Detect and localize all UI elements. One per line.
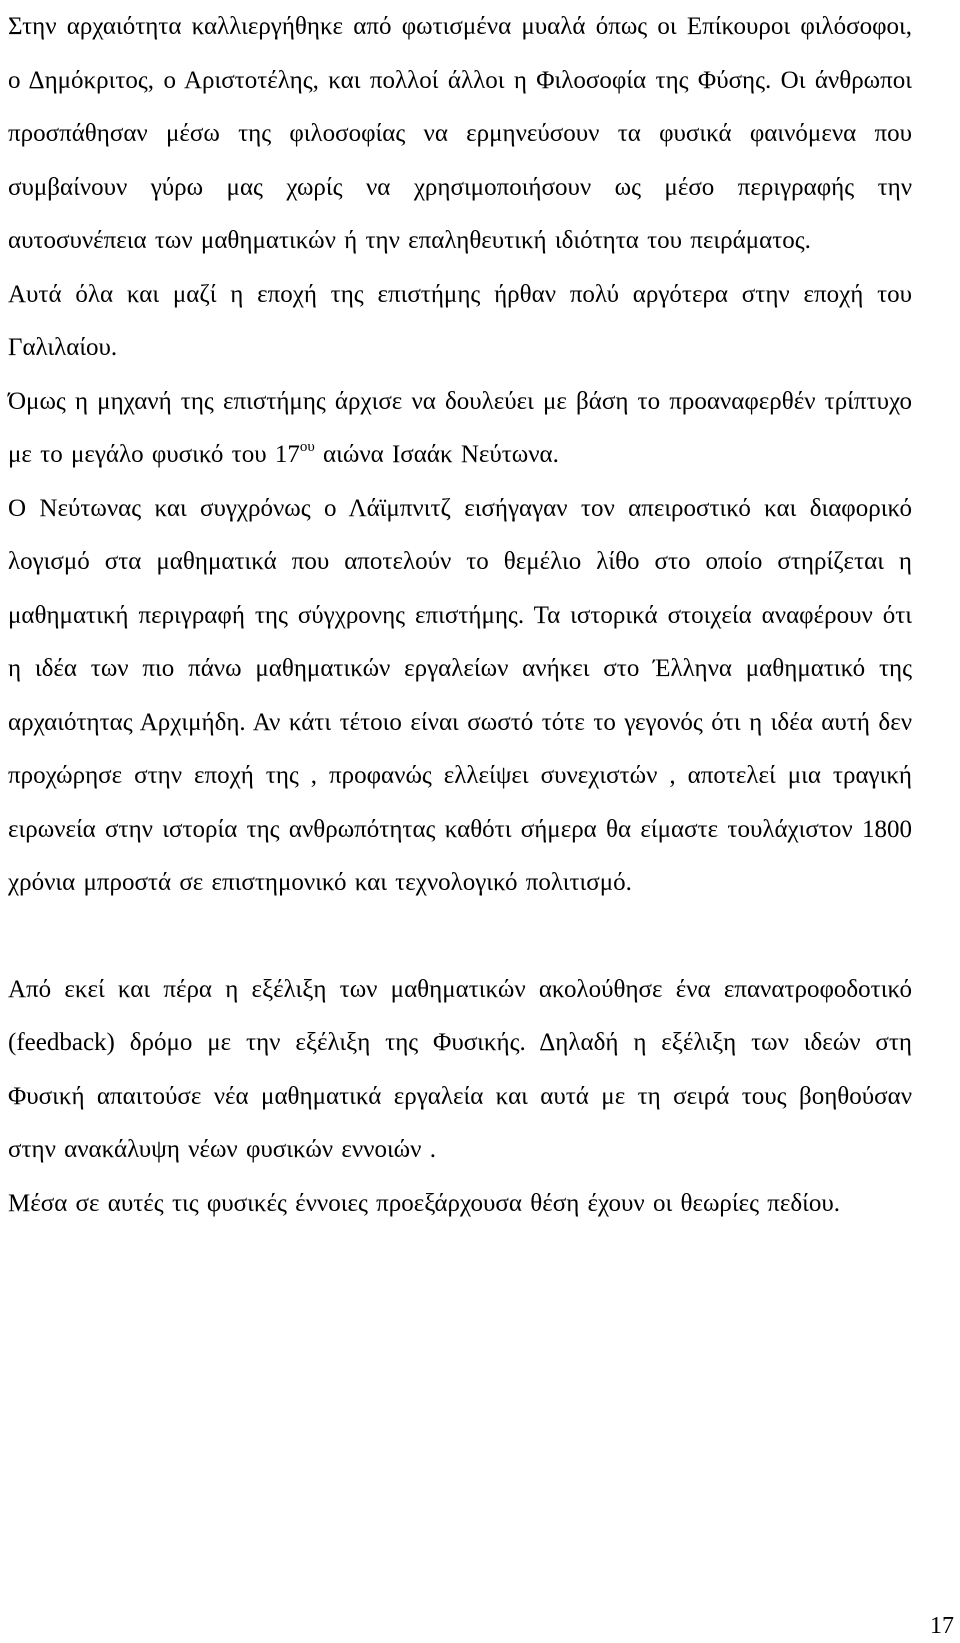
paragraph-field-theories: Μέσα σε αυτές τις φυσικές έννοιες προεξάρχουσα θέση έχουν οι θεωρίες πεδίου.	[8, 1189, 840, 1217]
paragraph-newton-text: Όμως η μηχανή της επιστήμης άρχισε να δουλεύει με βάση το προαναφερθέν τρίπτυχο με το μεγάλο φυσικό του 17	[8, 387, 912, 468]
paragraph-calculus: Ο Νεύτωνας και συγχρόνως ο Λάϊμπνιτζ εισήγαγαν τον απειροστικό και διαφορικό λογισμό στα μαθηματικά που αποτελούν το θεμέλιο λίθο στο οποίο στηρίζεται η μαθηματική περιγραφή της σύγχρονης επιστήμης. Τα ιστορικά στοιχεία αναφέρουν ότι η ιδέα των πιο πάνω μαθηματικών εργαλείων ανήκει στο Έλληνα μαθηματικό της αρχαιότητας Αρχιμήδη. Αν κάτι τέτοιο είναι σωστό τότε το γεγονός ότι η ιδέα αυτή δεν προχώρησε στην εποχή της , προφανώς ελλείψει συνεχιστών , αποτελεί μια τραγική ειρωνεία στην ιστορία της ανθρωπότητας καθότι σήμερα θα είμαστε τουλάχιστον 1800 χρόνια μπροστά σε επιστημονικό και τεχνολογικό πολιτισμό.	[8, 494, 912, 896]
paragraph-newton-text-end: αιώνα Ισαάκ Νεύτωνα.	[314, 441, 559, 468]
page-number: 17	[930, 1613, 954, 1639]
section-gap	[8, 910, 912, 963]
document-page	[8, 0, 912, 1230]
paragraph-feedback: Από εκεί και πέρα η εξέλιξη των μαθηματικών ακολούθησε ένα επανατροφοδοτικό (feedback) δρόμο με την εξέλιξη της Φυσικής. Δηλαδή η εξέλιξη των ιδεών στη Φυσική απαιτούσε νέα μαθηματικά εργαλεία και αυτά με τη σειρά τους βοηθούσαν στην ανακάλυψη νέων φυσικών εννοιών .	[8, 975, 912, 1163]
century-superscript: ου	[299, 439, 315, 455]
paragraph-newton	[8, 375, 912, 482]
paragraph-natural-philosophy: Στην αρχαιότητα καλλιεργήθηκε από φωτισμένα μυαλά όπως οι Επίκουροι φιλόσοφοι, ο Δημόκριτος, ο Αριστοτέλης, και πολλοί άλλοι η Φιλοσοφία της Φύσης. Οι άνθρωποι προσπάθησαν μέσω της φιλοσοφίας να ερμηνεύσουν τα φυσικά φαινόμενα που συμβαίνουν γύρω μας χωρίς να χρησιμοποιήσουν ως μέσο περιγραφής την αυτοσυνέπεια των μαθηματικών ή την επαληθευτική ιδιότητα του πειράματος.	[8, 13, 912, 254]
paragraph-galileo: Αυτά όλα και μαζί η εποχή της επιστήμης ήρθαν πολύ αργότερα στην εποχή του Γαλιλαίου.	[8, 280, 912, 361]
